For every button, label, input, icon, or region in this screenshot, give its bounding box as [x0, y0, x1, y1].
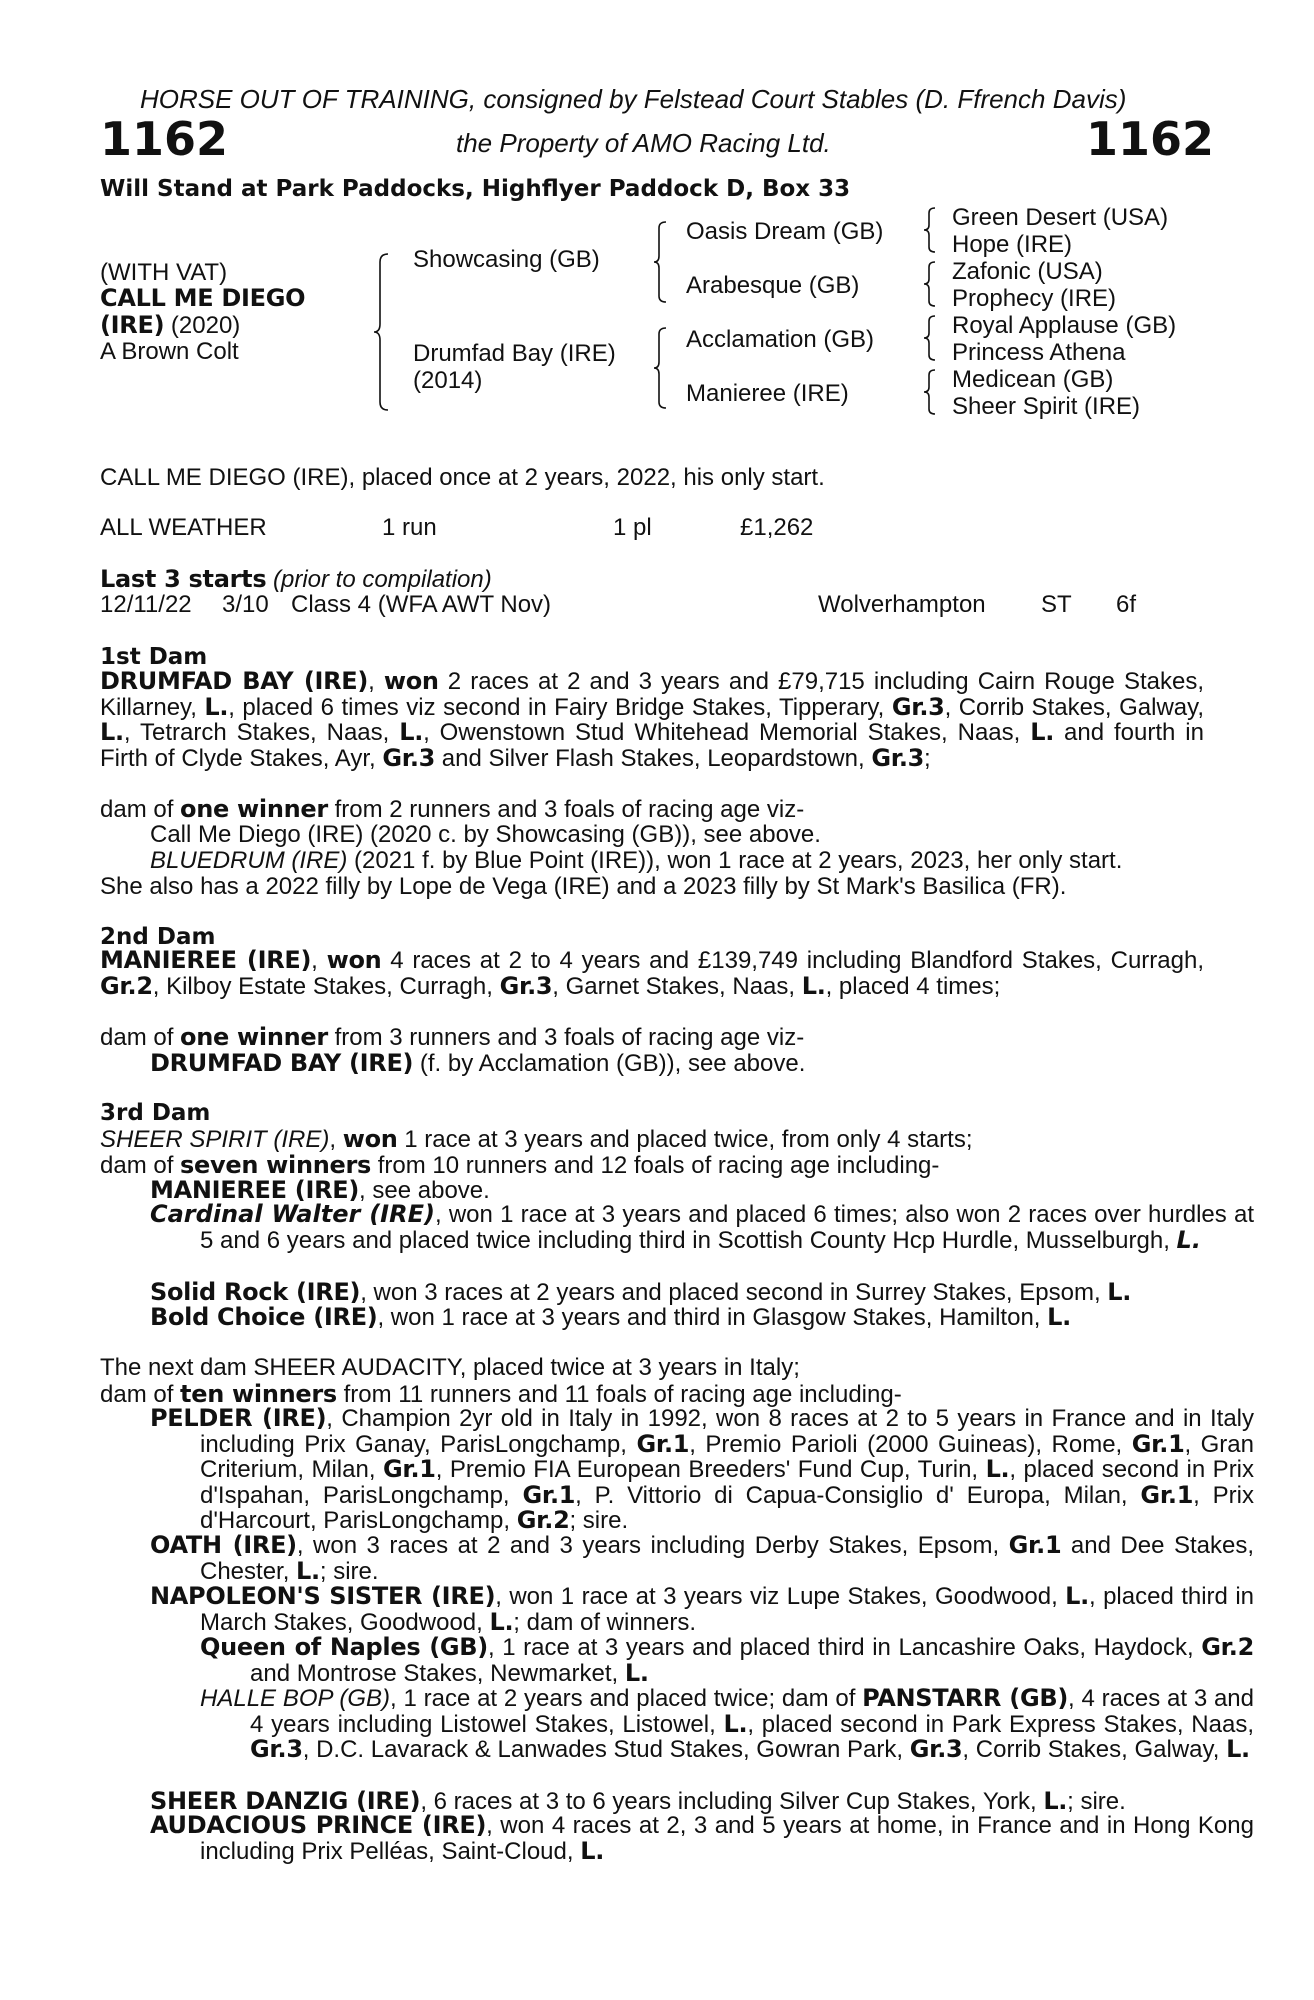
- third-dam-name: SHEER SPIRIT (IRE): [100, 1126, 330, 1153]
- second-dam-produce-intro: [100, 1024, 804, 1051]
- winners-count: one winner: [180, 795, 328, 823]
- second-dam-heading: 2nd Dam: [100, 924, 216, 950]
- racing-summary: CALL ME DIEGO (IRE), placed once at 2 years, 2022, his only start.: [100, 464, 825, 491]
- pedigree-dsd: Princess Athena: [952, 339, 1126, 366]
- pedigree-bracket-dd: [922, 368, 938, 416]
- text: 2 races at 2 and 3 years and £79,715 including Cairn Rouge Stakes, Killarney,: [100, 668, 1204, 721]
- pedigree-dam: Drumfad Bay (IRE): [413, 340, 616, 367]
- text: and Silver Flash Stakes, Leopardstown,: [435, 744, 872, 772]
- third-dam-heading: 3rd Dam: [100, 1100, 211, 1126]
- text: , Garnet Stakes, Naas,: [552, 972, 802, 1000]
- won-label: won: [326, 946, 382, 974]
- produce-halle-bop: [200, 1686, 1254, 1763]
- produce-napoleons-sister: [150, 1584, 1254, 1635]
- listed-label: L.: [1107, 1278, 1132, 1306]
- text: , D.C. Lavarack & Lanwades Stud Stakes, Gowran Park,: [302, 1736, 910, 1763]
- pedigree-sdd: Prophecy (IRE): [952, 285, 1117, 312]
- pedigree-ssd: Hope (IRE): [952, 231, 1073, 258]
- text: (f. by Acclamation (GB)), see above.: [413, 1050, 806, 1077]
- produce-name: NAPOLEON'S SISTER (IRE): [150, 1582, 496, 1610]
- last-starts-title: Last 3 starts: [100, 565, 267, 593]
- text: dam of: [100, 1152, 181, 1179]
- group3-label: Gr.3: [909, 1735, 963, 1763]
- last-starts-heading: [100, 566, 492, 593]
- pedigree-sire-dam: Arabesque (GB): [686, 272, 860, 299]
- horse-description: A Brown Colt: [100, 338, 239, 365]
- produce-name: BLUEDRUM (IRE): [150, 847, 348, 874]
- horse-suffix-line: [100, 311, 240, 340]
- winners-count: one winner: [180, 1023, 328, 1051]
- listed-label: L.: [580, 1836, 605, 1865]
- text: , won 4 races at 2, 3 and 5 years at home, in France and in Hong Kong including Prix Pelléas, Saint-Cloud,: [200, 1812, 1254, 1865]
- vendor-line: the Property of AMO Racing Ltd.: [456, 128, 831, 158]
- pedigree-bracket-dam: [652, 326, 670, 410]
- pedigree-bracket-sd: [922, 260, 938, 308]
- text: , Gran Criterium, Milan,: [200, 1430, 1254, 1483]
- text: , Kilboy Estate Stakes, Curragh,: [152, 972, 500, 1000]
- text: , won 1 race at 3 years and placed 6 times; also won 2 races over hurdles at 5 and 6 years and placed twice including third in Scottish County Hcp Hurdle, Musselburgh,: [200, 1201, 1255, 1254]
- listed-label: L.: [1043, 1787, 1068, 1815]
- produce-queen-of-naples: [200, 1635, 1254, 1686]
- produce-name: AUDACIOUS PRINCE (IRE): [150, 1811, 487, 1839]
- text: , placed second in Prix d'Ispahan, ParisLongchamp,: [200, 1456, 1255, 1509]
- pedigree-sss: Green Desert (USA): [952, 204, 1169, 231]
- pedigree-bracket-sire: [652, 220, 670, 304]
- text: , 1 race at 3 years and placed third in Lancashire Oaks, Haydock,: [487, 1634, 1202, 1661]
- text: , P. Vittorio di Capua-Consiglio d' Europa, Milan,: [575, 1481, 1141, 1509]
- text: , Champion 2yr old in Italy in 1992, won 8 races at 2 to 5 years in France and in Italy including Prix Ganay, ParisLongchamp,: [200, 1405, 1255, 1458]
- produce-name: MANIEREE (IRE): [150, 1176, 360, 1204]
- produce-name: SHEER DANZIG (IRE): [150, 1787, 421, 1815]
- third-dam-produce-2: [150, 1202, 1254, 1253]
- consignor-line: HORSE OUT OF TRAINING, consigned by Felstead Court Stables (D. Ffrench Davis): [140, 84, 1127, 114]
- start-position: 3/10: [222, 591, 269, 618]
- listed-label: L.: [1047, 1303, 1071, 1331]
- group3-label: Gr.3: [499, 971, 553, 1000]
- text: from 2 runners and 3 foals of racing age viz-: [327, 796, 805, 823]
- text: dam of: [100, 796, 181, 823]
- pedigree-dam-sire: Acclamation (GB): [686, 326, 875, 353]
- text: , 1 race at 2 years and placed twice; dam of: [390, 1685, 863, 1712]
- third-dam-produce-3: [150, 1279, 1131, 1306]
- text: dam of: [100, 1024, 181, 1051]
- second-dam-record: MANIEREE (IRE), won 4 races at 2 to 4 years and £139,749 including Blandford Stakes, Curragh, Gr.2, Kilboy Estate Stakes, Curragh, Gr.3, Garnet Stakes, Naas, L., placed 4 times;: [100, 946, 1204, 1000]
- produce-pelder: [150, 1406, 1254, 1534]
- winners-count: seven winners: [180, 1151, 372, 1179]
- group3-label: Gr.3: [891, 692, 945, 721]
- last-starts-note: (prior to compilation): [266, 566, 492, 593]
- first-dam-produce-intro: [100, 796, 804, 823]
- third-dam-produce-4: [150, 1304, 1071, 1331]
- group1-label: Gr.1: [1131, 1429, 1185, 1458]
- listed-label: L.: [296, 1556, 320, 1585]
- text: ; sire.: [1067, 1788, 1126, 1815]
- first-dam-also-note: She also has a 2022 filly by Lope de Vega (IRE) and a 2023 filly by St Mark's Basilica (FR).: [100, 873, 1067, 900]
- produce-audacious-prince: [150, 1813, 1254, 1864]
- group1-label: Gr.1: [1140, 1480, 1194, 1509]
- text: , Premio Parioli (2000 Guineas), Rome,: [689, 1430, 1132, 1458]
- lot-number-right: 1162: [1086, 112, 1215, 166]
- group2-label: Gr.2: [516, 1506, 570, 1534]
- text: and fourth in Firth of Clyde Stakes, Ayr,: [100, 719, 1204, 772]
- listed-label: L.: [399, 718, 424, 746]
- produce-name: HALLE BOP (GB): [200, 1685, 391, 1712]
- text: ;: [924, 744, 931, 772]
- record-surface: ALL WEATHER: [100, 514, 267, 541]
- pedigree-ddd: Sheer Spirit (IRE): [952, 393, 1141, 420]
- pedigree-dds: Medicean (GB): [952, 366, 1114, 393]
- winners-count: ten winners: [180, 1380, 337, 1408]
- group3-label: Gr.3: [250, 1735, 303, 1763]
- listed-label: L.: [985, 1455, 1010, 1483]
- start-race: Class 4 (WFA AWT Nov): [291, 591, 552, 618]
- next-dam-line: The next dam SHEER AUDACITY, placed twice at 3 years in Italy;: [100, 1354, 800, 1381]
- third-dam-produce-intro: [100, 1152, 939, 1179]
- text: ; sire.: [319, 1557, 379, 1585]
- vat-note: (WITH VAT): [100, 259, 228, 286]
- group1-label: Gr.1: [382, 1455, 436, 1483]
- pedigree-dam-dam: Manieree (IRE): [686, 380, 849, 407]
- text: , won 3 races at 2 years and placed second in Surrey Stakes, Epsom,: [360, 1279, 1108, 1306]
- listed-label: L.: [100, 718, 124, 746]
- produce-name: Cardinal Walter (IRE): [150, 1200, 435, 1228]
- produce-name: OATH (IRE): [150, 1531, 297, 1559]
- produce-name: PANSTARR (GB): [862, 1684, 1069, 1712]
- text: 1 race at 3 years and placed twice, from only 4 starts;: [397, 1126, 973, 1153]
- text: , placed third in March Stakes, Goodwood,: [200, 1583, 1254, 1636]
- text: 4 races at 2 to 4 years and £139,749 including Blandford Stakes, Curragh,: [381, 947, 1204, 974]
- won-label: won: [342, 1125, 398, 1153]
- text: (2021 f. by Blue Point (IRE)), won 1 race at 2 years, 2023, her only start.: [347, 847, 1123, 874]
- text: , won 3 races at 2 and 3 years including Derby Stakes, Epsom,: [296, 1532, 1009, 1559]
- first-dam-heading: 1st Dam: [100, 644, 208, 670]
- pedigree-bracket-ds: [922, 314, 938, 362]
- text: and Dee Stakes, Chester,: [200, 1532, 1254, 1585]
- produce-name: Queen of Naples (GB): [200, 1633, 488, 1661]
- pedigree-dss: Royal Applause (GB): [952, 312, 1177, 339]
- produce-name: DRUMFAD BAY (IRE): [150, 1049, 414, 1077]
- listed-label: L.: [1030, 718, 1055, 746]
- produce-name: Bold Choice (IRE): [150, 1303, 378, 1331]
- pedigree-bracket-ss: [922, 206, 938, 254]
- listed-label: L.: [723, 1709, 748, 1738]
- text: ; dam of winners.: [513, 1608, 697, 1636]
- first-dam-produce-2: [150, 848, 1122, 874]
- third-dam-record: SHEER SPIRIT (IRE), won 1 race at 3 years and placed twice, from only 4 starts;: [100, 1125, 973, 1153]
- first-dam-name: DRUMFAD BAY (IRE): [100, 667, 369, 695]
- text: , Premio FIA European Breeders' Fund Cup, Turin,: [435, 1456, 986, 1483]
- text: , 6 races at 3 to 6 years including Silver Cup Stakes, York,: [420, 1788, 1044, 1815]
- lot-number-left: 1162: [100, 112, 229, 166]
- listed-label: L.: [801, 971, 826, 1000]
- produce-name: Solid Rock (IRE): [150, 1278, 361, 1306]
- group3-label: Gr.3: [871, 743, 925, 772]
- text: , Tetrarch Stakes, Naas,: [123, 719, 400, 746]
- start-going: ST: [1041, 591, 1072, 618]
- listed-label: L.: [204, 692, 229, 721]
- group2-label: Gr.2: [100, 971, 153, 1000]
- text: , Corrib Stakes, Galway,: [962, 1736, 1227, 1763]
- start-course: Wolverhampton: [818, 591, 986, 618]
- text: and Montrose Stakes, Newmarket,: [250, 1659, 625, 1687]
- text: , Corrib Stakes, Galway,: [944, 693, 1205, 721]
- text: dam of: [100, 1381, 181, 1408]
- first-dam-produce-1: Call Me Diego (IRE) (2020 c. by Showcasing (GB)), see above.: [150, 821, 821, 848]
- record-runs: 1 run: [382, 514, 437, 541]
- listed-label: L.: [1176, 1225, 1201, 1254]
- produce-oath: [150, 1533, 1254, 1584]
- record-earnings: £1,262: [740, 514, 814, 541]
- produce-name: PELDER (IRE): [150, 1404, 327, 1432]
- listed-label: L.: [489, 1607, 514, 1636]
- text: , won 1 race at 3 years viz Lupe Stakes, Goodwood,: [495, 1583, 1066, 1610]
- horse-country: (IRE): [100, 311, 165, 339]
- text: , Owenstown Stud Whitehead Memorial Stakes, Naas,: [423, 719, 1031, 746]
- listed-label: L.: [1226, 1735, 1250, 1763]
- text: , placed second in Park Express Stakes, Naas,: [747, 1710, 1254, 1738]
- text: , placed 4 times;: [825, 972, 1001, 1000]
- text: from 3 runners and 3 foals of racing age viz-: [327, 1024, 805, 1051]
- text: , Prix d'Harcourt, ParisLongchamp,: [200, 1481, 1254, 1534]
- stand-location: Will Stand at Park Paddocks, Highflyer Paddock D, Box 33: [100, 176, 851, 202]
- start-date: 12/11/22: [100, 591, 192, 618]
- text: , see above.: [359, 1177, 490, 1204]
- text: from 11 runners and 11 foals of racing age including-: [336, 1381, 902, 1408]
- record-placed: 1 pl: [613, 514, 652, 541]
- pedigree-bracket-gen1: [372, 252, 392, 412]
- start-distance: 6f: [1116, 591, 1137, 618]
- pedigree-sire: Showcasing (GB): [413, 246, 600, 273]
- horse-name: CALL ME DIEGO: [100, 284, 306, 312]
- text: ; sire.: [569, 1507, 629, 1534]
- group3-label: Gr.3: [382, 743, 436, 772]
- group1-label: Gr.1: [1008, 1531, 1062, 1559]
- group1-label: Gr.1: [522, 1480, 576, 1509]
- first-dam-record: DRUMFAD BAY (IRE), won 2 races at 2 and 3 years and £79,715 including Cairn Rouge Stakes, Killarney, L., placed 6 times viz second in Fairy Bridge Stakes, Tipperary, Gr.3, Corrib Stakes, Galway, L., Tetrarch Stakes, Naas, L., Owenstown Stud Whitehead Memorial Stakes, Naas, L. and fourth in Firth of Clyde Stakes, Ayr, Gr.3 and Silver Flash Stakes, Leopardstown, Gr.3;: [100, 667, 1205, 772]
- listed-label: L.: [1065, 1582, 1089, 1610]
- second-dam-produce-1: [150, 1050, 805, 1077]
- pedigree-sire-sire: Oasis Dream (GB): [686, 218, 884, 245]
- horse-year: (2020): [164, 312, 241, 339]
- text: , 4 races at 3 and 4 years including Listowel Stakes, Listowel,: [250, 1685, 1254, 1738]
- group2-label: Gr.2: [1201, 1633, 1254, 1661]
- pedigree-sds: Zafonic (USA): [952, 258, 1103, 285]
- won-label: won: [383, 667, 439, 695]
- pedigree-dam-year: (2014): [413, 367, 483, 394]
- listed-label: L.: [624, 1658, 649, 1687]
- group1-label: Gr.1: [636, 1429, 690, 1458]
- text: from 10 runners and 12 foals of racing age including-: [371, 1152, 940, 1179]
- text: , won 1 race at 3 years and third in Glasgow Stakes, Hamilton,: [377, 1304, 1048, 1331]
- text: , placed 6 times viz second in Fairy Bridge Stakes, Tipperary,: [228, 693, 892, 721]
- second-dam-name: MANIEREE (IRE): [100, 946, 312, 974]
